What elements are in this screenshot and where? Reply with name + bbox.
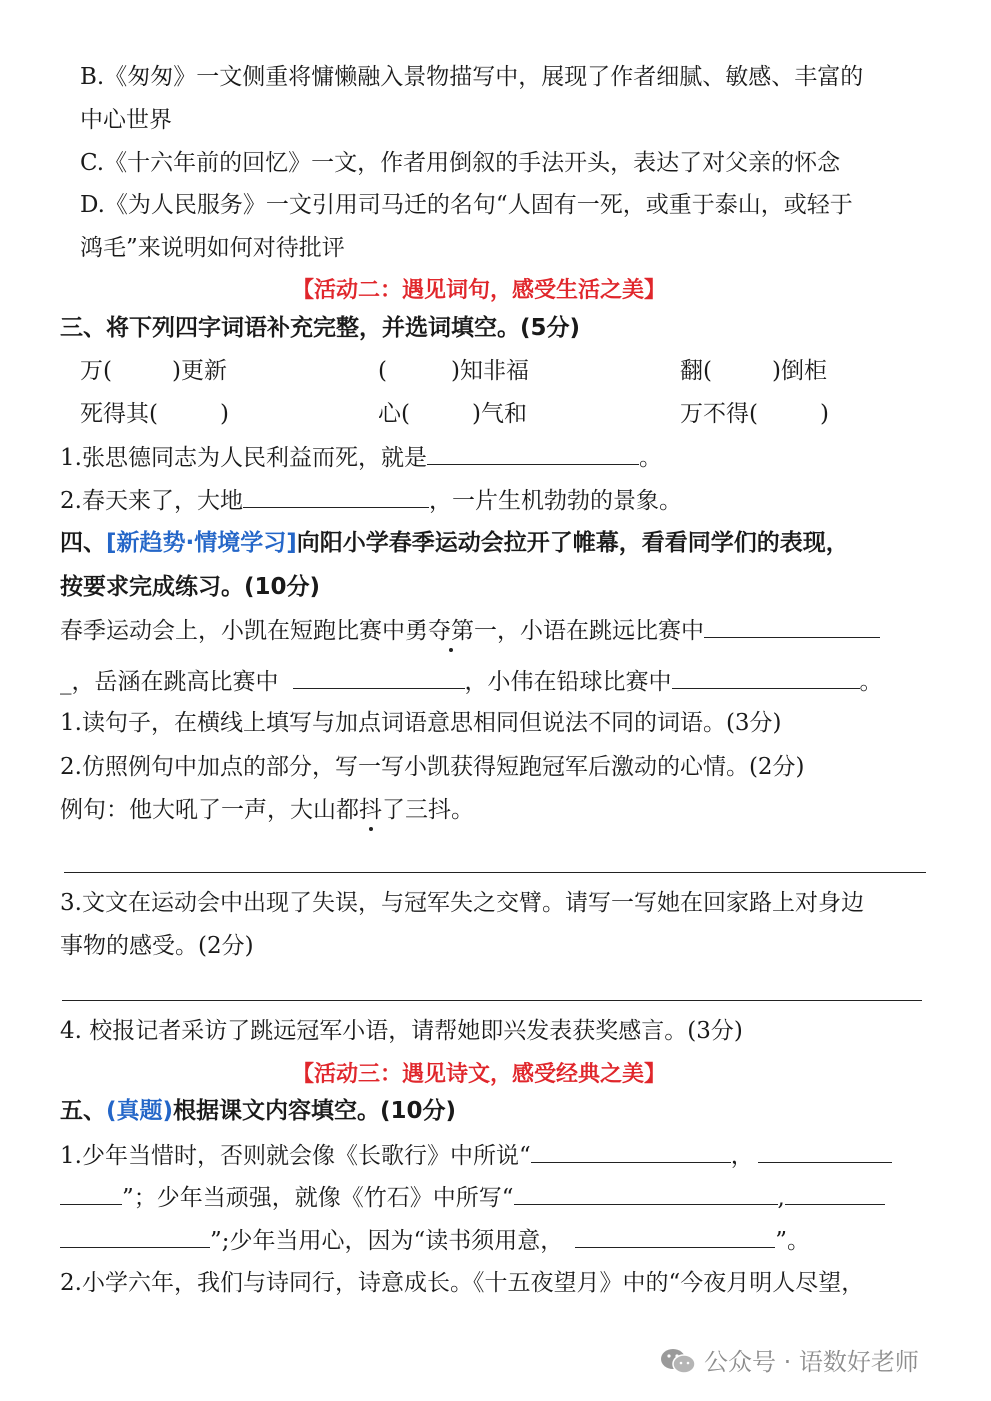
question-four-title-line2: 按要求完成练习。(10分) — [60, 574, 321, 600]
high-jump-blank[interactable] — [293, 666, 465, 689]
zhushi-blank-1[interactable] — [514, 1182, 778, 1205]
option-b-line1: B.《匆匆》一文侧重将慵懒融入景物描写中，展现了作者细腻、敏感、丰富的 — [80, 64, 864, 90]
changgexing-blank-2[interactable] — [758, 1140, 892, 1163]
fill-sentence-2-post: ，一片生机勃勃的景象。 — [428, 488, 682, 514]
activity-three-heading: 【活动三：遇见诗文，感受经典之美】 — [292, 1062, 667, 1087]
watermark — [660, 1342, 919, 1377]
fill-sentence-2 — [60, 485, 682, 516]
example-sentence — [60, 795, 474, 825]
option-b-line2: 中心世界 — [80, 107, 172, 133]
poem-fill-line2 — [60, 1182, 885, 1213]
idiom-3-post: )倒柜 — [771, 358, 827, 384]
instruction-3-line1: 3.文文在运动会中出现了失误，与冠军失之交臂。请写一写她在回家路上对身边 — [60, 890, 864, 916]
question-five-tag: (真题) — [106, 1098, 174, 1124]
fill-sentence-1-pre: 1.张思德同志为人民利益而死，就是 — [60, 445, 427, 471]
idiom-3-pre: 翻( — [680, 358, 712, 384]
question-four-number: 四、 — [60, 530, 106, 556]
poem-fill-line1 — [60, 1140, 892, 1171]
dushu-blank[interactable] — [575, 1225, 775, 1248]
question-four-tag: [新趋势·情境学习] — [106, 530, 297, 556]
question-four-title-rest: 向阳小学春季运动会拉开了帷幕，看看同学们的表现， — [296, 530, 849, 556]
poem-line3-end: ”。 — [775, 1228, 811, 1254]
instruction-4: 4. 校报记者采访了跳远冠军小语，请帮她即兴发表获奖感言。(3分) — [60, 1018, 743, 1044]
idiom-5 — [378, 399, 527, 429]
idiom-3 — [680, 356, 827, 386]
poem-line1-text: 1.少年当惜时，否则就会像《长歌行》中所说“ — [60, 1143, 531, 1169]
shot-put-text: ，小伟在铅球比赛中 — [464, 669, 672, 695]
passage-end: 。 — [859, 669, 883, 695]
question-five-title-rest: 根据课文内容填空。(10分) — [173, 1098, 457, 1124]
poem-line3-text: ”;少年当用心，因为“读书须用意， — [210, 1228, 564, 1254]
idiom-5-pre: 心( — [378, 401, 410, 427]
sports-passage-line1 — [60, 615, 880, 646]
instruction-2: 2.仿照例句中加点的部分，写一写小凯获得短跑冠军后激动的心情。(2分) — [60, 754, 805, 780]
question-five-number: 五、 — [60, 1098, 106, 1124]
poem-fill-line3 — [60, 1225, 810, 1256]
zhushi-blank-2[interactable] — [785, 1182, 885, 1205]
idiom-2-pre: ( — [378, 358, 387, 384]
instruction-1: 1.读句子，在横线上填写与加点词语意思相同但说法不同的词语。(3分) — [60, 710, 782, 736]
idiom-1-post: )更新 — [171, 358, 227, 384]
answer-line-3[interactable] — [62, 1000, 922, 1001]
passage-post: ，小语在跳远比赛中 — [497, 618, 704, 644]
zhushi-blank-2-cont[interactable] — [60, 1225, 210, 1248]
idiom-1-pre: 万( — [80, 358, 112, 384]
shot-put-blank[interactable] — [672, 666, 860, 689]
wechat-icon — [660, 1347, 696, 1375]
idiom-1 — [80, 356, 227, 386]
sports-passage-line2 — [60, 666, 883, 697]
changgexing-blank-2-cont[interactable] — [60, 1182, 122, 1205]
dotted-phrase: 勇夺第一 — [405, 618, 497, 644]
idiom-4-pre: 死得其( — [80, 401, 158, 427]
question-three-title: 三、将下列四字词语补充完整，并选词填空。(5分) — [60, 315, 581, 341]
idiom-2 — [378, 356, 529, 386]
watermark-text: 公众号 · 语数好老师 — [704, 1348, 919, 1376]
idiom-4-post: ) — [219, 401, 229, 427]
instruction-3-line2: 事物的感受。(2分) — [60, 933, 254, 959]
question-five-title — [60, 1096, 456, 1126]
idiom-4 — [80, 399, 229, 429]
idiom-2-post: )知非福 — [450, 358, 529, 384]
poem-fill-line4: 2.小学六年，我们与诗同行，诗意成长。《十五夜望月》中的“今夜月明人尽望， — [60, 1270, 865, 1296]
question-four-title — [60, 528, 849, 558]
fill-sentence-2-blank[interactable] — [243, 485, 429, 508]
passage-pre: 春季运动会上，小凯在短跑比赛中 — [60, 618, 405, 644]
option-d-line2: 鸿毛”来说明如何对待批评 — [80, 235, 345, 261]
idiom-6-pre: 万不得( — [680, 401, 758, 427]
poem-line1-comma: ， — [730, 1143, 754, 1169]
idiom-6-post: ) — [819, 401, 829, 427]
idiom-6 — [680, 399, 829, 429]
activity-two-heading: 【活动二：遇见词句，感受生活之美】 — [292, 278, 667, 303]
idiom-5-post: )气和 — [471, 401, 527, 427]
example-post: 。 — [451, 797, 474, 823]
poem-line2-text: ”；少年当顽强，就像《竹石》中所写“ — [122, 1185, 514, 1211]
example-dotted: 大山都抖了三抖 — [290, 797, 451, 823]
answer-line-2[interactable] — [64, 872, 926, 873]
option-d-line1: D.《为人民服务》一文引用司马迁的名句“人固有一死，或重于泰山，或轻于 — [80, 192, 853, 218]
poem-line2-comma: , — [777, 1185, 785, 1211]
example-pre: 例句：他大吼了一声， — [60, 797, 290, 823]
fill-sentence-1-post: 。 — [638, 445, 662, 471]
long-jump-blank[interactable] — [704, 615, 880, 638]
fill-sentence-1 — [60, 442, 662, 473]
changgexing-blank-1[interactable] — [531, 1140, 731, 1163]
fill-sentence-1-blank[interactable] — [427, 442, 639, 465]
option-c: C.《十六年前的回忆》一文，作者用倒叙的手法开头，表达了对父亲的怀念 — [80, 150, 841, 176]
high-jump-text: _，岳涵在跳高比赛中 — [60, 669, 279, 695]
fill-sentence-2-pre: 2.春天来了，大地 — [60, 488, 243, 514]
